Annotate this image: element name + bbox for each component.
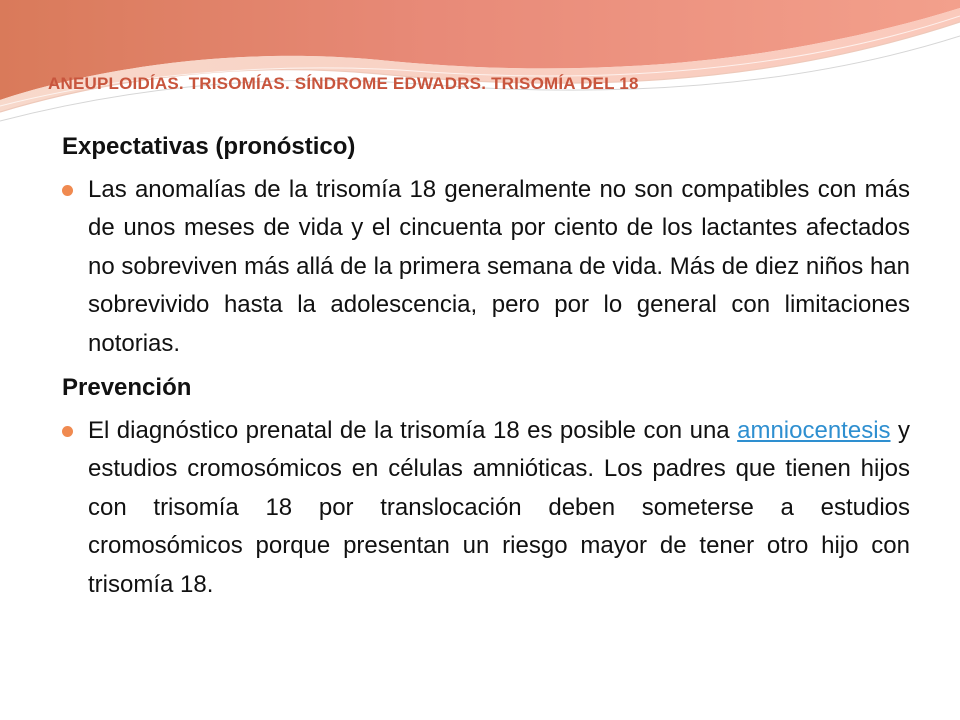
section-heading-prevention: Prevención — [62, 374, 192, 401]
bullet-paragraph-prognosis — [62, 171, 910, 364]
section-heading-prognosis: Expectativas (pronóstico) — [62, 133, 356, 160]
header-wave-decoration — [0, 0, 960, 130]
amniocentesis-link[interactable]: amniocentesis — [737, 416, 891, 444]
paragraph-text-prevention-start: El diagnóstico prenatal de la trisomía 18 es posible con una — [88, 416, 738, 444]
paragraph-text-prevention-end: y estudios cromosómicos en células amnióticas. Los padres que tienen hijos con trisomía 18 por translocación deben someterse a estudios cromosómicos porque presentan un riesgo mayor de tener otro hijo con trisomía 18. — [88, 416, 910, 598]
bullet-dot-icon — [62, 185, 73, 196]
paragraph-text-prognosis: Las anomalías de la trisomía 18 generalmente no son compatibles con más de unos meses de vida y el cincuenta por ciento de los lactantes afectados no sobreviven más allá de la primera semana de vida. Más de diez niños han sobrevivido hasta la adolescencia, pero por lo general con limitaciones notorias. — [88, 175, 910, 357]
bullet-paragraph-prevention — [62, 412, 910, 605]
slide-title: ANEUPLOIDÍAS. TRISOMÍAS. SÍNDROME EDWADRS. TRISOMÍA DEL 18 — [48, 74, 639, 93]
slide-content — [62, 128, 910, 610]
bullet-dot-icon — [62, 426, 73, 437]
